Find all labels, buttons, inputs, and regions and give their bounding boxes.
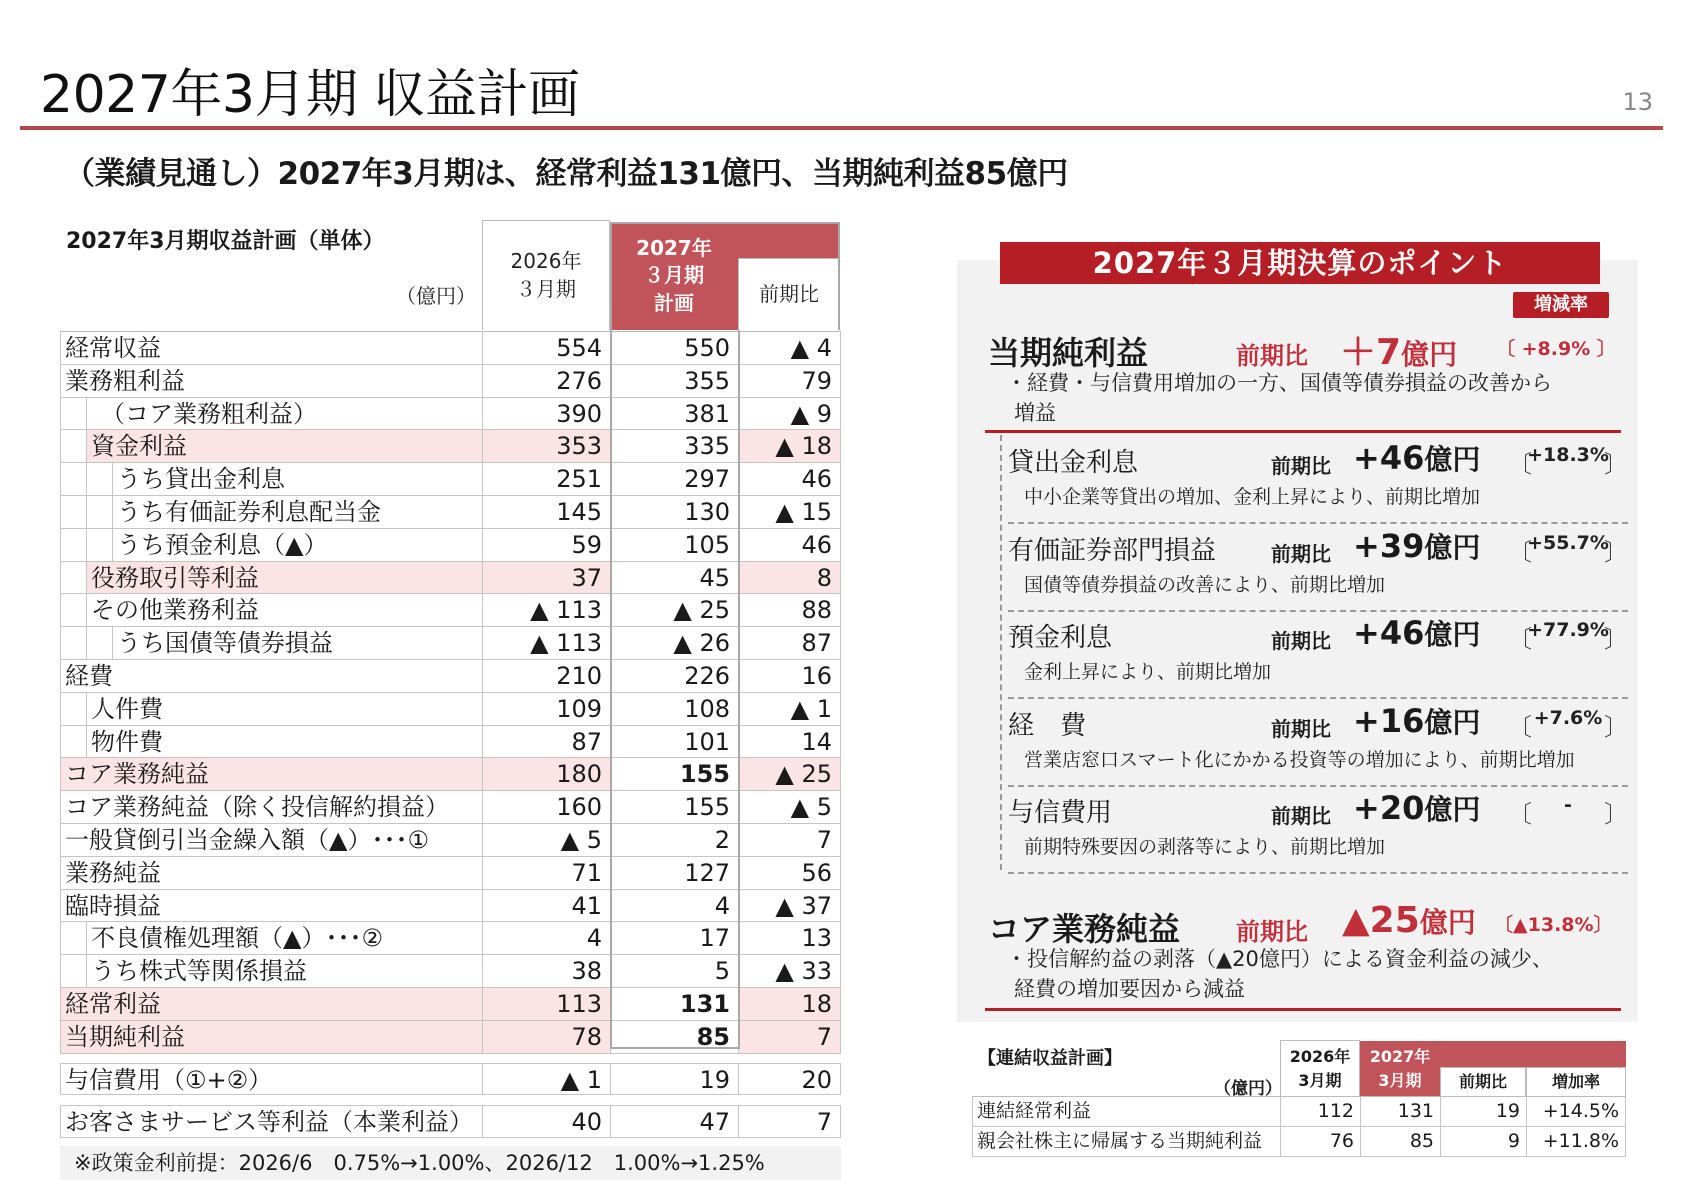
cell-plan: 335: [610, 430, 738, 462]
cell-diff: 79: [738, 365, 841, 397]
cell-plan: 226: [610, 660, 738, 692]
table-row: [60, 594, 841, 627]
bracket-open: 〔: [1508, 800, 1532, 828]
table-row: [60, 529, 841, 562]
indent-guide: [86, 693, 87, 725]
cell-prev: 109: [482, 693, 610, 725]
cell-diff: ▲ 25: [738, 758, 841, 790]
cell-prev: 390: [482, 398, 610, 430]
row-label-text: 経常収益: [65, 334, 161, 362]
cell-plan: 2: [610, 824, 738, 856]
consolidated-heading: 【連結収益計画】: [978, 1048, 1122, 1069]
net-income-desc: [1006, 368, 1552, 428]
page-number: 13: [1622, 88, 1653, 116]
table-row: [60, 791, 841, 824]
cell-prev: 76: [1280, 1127, 1360, 1156]
table-row: [60, 726, 841, 759]
page-subtitle: （業績見通し）2027年3月期は、経常利益131億円、当期純利益85億円: [64, 156, 1068, 192]
cell-prev: 78: [482, 1021, 610, 1053]
cell-prev: 180: [482, 758, 610, 790]
core-net-value: [1342, 900, 1476, 941]
row-label-text: 業務粗利益: [65, 366, 185, 395]
indent-guide: [86, 627, 87, 659]
point-item-desc: 金利上昇により、前期比増加: [1024, 661, 1272, 683]
cell-plan: 85: [1360, 1127, 1440, 1156]
cell-plan: 131: [610, 988, 738, 1020]
point-item-value: [1353, 701, 1480, 741]
row-label: [60, 693, 482, 725]
row-label: [60, 857, 482, 889]
row-label-text: 資金利益: [91, 432, 187, 461]
row-label-text: その他業務利益: [91, 596, 259, 625]
point-item-desc: 営業店窓口スマート化にかかる投資等の増加により、前期比増加: [1024, 749, 1575, 771]
table-row: [972, 1127, 1626, 1157]
indent-guide: [86, 430, 87, 462]
bracket-open: 〔: [1508, 713, 1532, 741]
rate-value: ▲13.8%: [1513, 914, 1594, 936]
cell-diff: 20: [738, 1064, 841, 1095]
row-label-text: （コア業務粗利益）: [101, 399, 317, 428]
table-row: [972, 1097, 1626, 1127]
row-label: [60, 988, 482, 1020]
cell-diff: 18: [738, 988, 841, 1020]
point-item-label: 有価証券部門損益: [1008, 536, 1217, 566]
cell-plan: 108: [610, 693, 738, 725]
core-net-label: コア業務純益: [988, 910, 1181, 948]
cell-prev: ▲ 113: [482, 627, 610, 659]
row-label-text: うち株式等関係損益: [91, 957, 307, 986]
point-item-prefix: 前期比: [1271, 542, 1331, 566]
row-label: [60, 890, 482, 922]
point-item: [1008, 611, 1628, 699]
row-label-text: コア業務純益: [65, 760, 209, 789]
point-item-label: 預金利息: [1008, 623, 1113, 653]
cell-prev: 112: [1280, 1097, 1360, 1126]
point-item-prefix: 前期比: [1271, 629, 1331, 653]
table-row: [60, 758, 841, 791]
value-number: ＋7: [1340, 332, 1402, 373]
cell-prev: ▲ 5: [482, 824, 610, 856]
cell-prev: 113: [482, 988, 610, 1020]
cell-diff: 87: [738, 627, 841, 659]
table-row: [60, 955, 841, 988]
plan-header-band: [738, 222, 840, 258]
net-income-rule: [985, 430, 1621, 433]
column-header-diff: 前期比: [738, 258, 840, 330]
value-unit: 億円: [1424, 531, 1481, 564]
row-label: [60, 922, 482, 954]
cell-plan: ▲ 26: [610, 627, 738, 659]
table-row: [60, 988, 841, 1021]
desc-line: ・経費・与信費用増加の一方、国債等債券損益の改善から: [1006, 371, 1552, 395]
rate-value: +7.6%: [1533, 707, 1603, 729]
bracket-close: 〕: [1604, 713, 1628, 741]
point-item-rate: [1508, 707, 1628, 741]
point-item-value: [1353, 526, 1480, 566]
cell-plan: 5: [610, 955, 738, 987]
value-number: +16: [1353, 702, 1425, 740]
cell-prev: 145: [482, 496, 610, 528]
indent-guide: [112, 463, 113, 495]
row-label: [60, 332, 482, 364]
row-label-text: お客さまサービス等利益（本業利益）: [65, 1108, 473, 1137]
point-item-prefix: 前期比: [1271, 717, 1331, 741]
cell-diff: 7: [738, 1106, 841, 1137]
row-label: [60, 594, 482, 626]
row-label: [60, 1106, 482, 1137]
row-label-text: 人件費: [91, 694, 163, 723]
cell-plan: 155: [610, 758, 738, 790]
consolidated-header-rate: 増加率: [1526, 1067, 1626, 1096]
indent-guide: [112, 627, 113, 659]
cell-prev: 71: [482, 857, 610, 889]
change-rate-badge: 増減率: [1513, 292, 1609, 318]
cell-diff: 7: [738, 1021, 841, 1053]
column-header-plan: [610, 222, 738, 330]
point-item-label: 与信費用: [1008, 798, 1113, 828]
consolidated-plan-band: [1440, 1041, 1626, 1067]
point-item-rate: [1508, 444, 1628, 478]
consolidated-header-prev: [1280, 1040, 1360, 1096]
desc-line: 経費の増加要因から減益: [1014, 977, 1245, 1001]
cell-diff: 9: [1440, 1127, 1526, 1156]
cell-plan: 47: [610, 1106, 738, 1137]
cell-plan: 550: [610, 332, 738, 364]
income-plan-table: [60, 331, 841, 1138]
column-header-prev-year: [482, 220, 610, 330]
bracket-close: 〕: [1604, 450, 1628, 478]
value-number: +39: [1353, 527, 1425, 565]
table-row: [60, 824, 841, 857]
row-label: [60, 1021, 482, 1053]
cell-prev: 87: [482, 726, 610, 758]
cell-plan: 19: [610, 1064, 738, 1095]
row-label-text: うち国債等債券損益: [117, 629, 333, 658]
value-unit: 億円: [1424, 443, 1481, 476]
cell-plan: 17: [610, 922, 738, 954]
net-income-prefix: 前期比: [1236, 342, 1308, 370]
point-item: [1008, 786, 1628, 874]
rate-value: -: [1564, 794, 1572, 816]
row-label: [60, 365, 482, 397]
table-row: [60, 496, 841, 529]
value-unit: 億円: [1424, 793, 1481, 826]
value-number: ▲25: [1342, 900, 1420, 941]
cell-prev: 353: [482, 430, 610, 462]
point-item-desc: 中小企業等貸出の増加、金利上昇により、前期比増加: [1024, 486, 1481, 508]
cell-plan: 45: [610, 562, 738, 594]
cell-diff: 19: [1440, 1097, 1526, 1126]
cell-prev: 160: [482, 791, 610, 823]
row-label: [60, 463, 482, 495]
table-row: [60, 365, 841, 398]
indent-guide: [86, 955, 87, 987]
title-divider: [20, 126, 1663, 130]
indent-guide: [86, 594, 87, 626]
cell-plan: 131: [1360, 1097, 1440, 1126]
bracket-open: 〔: [1508, 450, 1532, 478]
cell-diff: 88: [738, 594, 841, 626]
consolidated-table: [972, 1096, 1626, 1157]
point-item-label: 貸出金利息: [1008, 448, 1139, 478]
table-row: [60, 660, 841, 693]
net-income-label: 当期純利益: [988, 334, 1149, 372]
cell-diff: ▲ 18: [738, 430, 841, 462]
rate-value: +55.7%: [1527, 532, 1609, 554]
row-label-text: うち預金利息（▲）: [117, 530, 328, 559]
core-net-prefix: 前期比: [1236, 918, 1308, 946]
indent-guide: [112, 496, 113, 528]
point-item-value: [1353, 438, 1480, 478]
row-label: [60, 824, 482, 856]
row-label: [60, 660, 482, 692]
cell-plan: 101: [610, 726, 738, 758]
cell-diff: 14: [738, 726, 841, 758]
table-row: [60, 430, 841, 463]
consolidated-unit: （億円）: [1214, 1079, 1282, 1099]
net-income-rate: 〔 +8.9% 〕: [1496, 338, 1616, 360]
header-line: 2027年: [636, 235, 712, 260]
table-row: [60, 693, 841, 726]
cell-plan: ▲ 25: [610, 594, 738, 626]
row-label-text: 臨時損益: [65, 891, 161, 920]
table-row: [60, 1105, 841, 1138]
cell-diff: 46: [738, 463, 841, 495]
point-item: [1008, 524, 1628, 612]
table-row: [60, 398, 841, 431]
cell-diff: 7: [738, 824, 841, 856]
value-number: +46: [1353, 614, 1425, 652]
cell-plan: 85: [610, 1021, 738, 1053]
rate-value: +18.3%: [1527, 444, 1609, 466]
row-label: [60, 726, 482, 758]
header-line: ３月期: [516, 276, 576, 301]
cell-plan: 127: [610, 857, 738, 889]
bracket-close: 〕: [1604, 625, 1628, 653]
table-row: [60, 463, 841, 496]
row-label: 連結経常利益: [972, 1097, 1280, 1126]
indent-guide: [86, 922, 87, 954]
header-line: ３月期: [643, 263, 704, 288]
table-row: [60, 1021, 841, 1054]
cell-prev: 4: [482, 922, 610, 954]
cell-diff: ▲ 4: [738, 332, 841, 364]
header-line: 2026年: [1289, 1047, 1351, 1067]
point-item-prefix: 前期比: [1271, 804, 1331, 828]
cell-diff: 16: [738, 660, 841, 692]
bracket-close: 〕: [1604, 538, 1628, 566]
table-row: [60, 922, 841, 955]
header-line: 3月期: [1298, 1070, 1342, 1090]
point-item: [1008, 436, 1628, 524]
cell-diff: 8: [738, 562, 841, 594]
value-unit: 億円: [1424, 706, 1481, 739]
row-label-text: 当期純利益: [65, 1022, 185, 1051]
cell-diff: ▲ 1: [738, 693, 841, 725]
row-label: [60, 529, 482, 561]
cell-diff: ▲ 37: [738, 890, 841, 922]
cell-diff: ▲ 33: [738, 955, 841, 987]
indent-guide: [86, 529, 87, 561]
income-plan-heading: 2027年3月期収益計画（単体）: [66, 229, 385, 254]
value-number: +20: [1353, 789, 1425, 827]
consolidated-header-plan: [1360, 1041, 1440, 1096]
value-number: +46: [1353, 439, 1425, 477]
header-line: 2026年: [510, 248, 582, 273]
indent-guide: [86, 398, 87, 430]
value-unit: 億円: [1401, 338, 1458, 371]
cell-prev: 276: [482, 365, 610, 397]
row-label: [60, 758, 482, 790]
cell-prev: 210: [482, 660, 610, 692]
core-net-rate: 〔▲13.8%〕: [1494, 914, 1613, 936]
point-item-desc: 国債等債券損益の改善により、前期比増加: [1024, 574, 1386, 596]
cell-prev: 251: [482, 463, 610, 495]
row-label: [60, 430, 482, 462]
table-row: [60, 1063, 841, 1096]
indent-guide: [86, 562, 87, 594]
consolidated-header-diff: 前期比: [1440, 1067, 1526, 1096]
cell-plan: 381: [610, 398, 738, 430]
cell-diff: ▲ 9: [738, 398, 841, 430]
cell-diff: ▲ 5: [738, 791, 841, 823]
row-label-text: 経費: [65, 661, 113, 690]
value-unit: 億円: [1424, 618, 1481, 651]
cell-diff: 46: [738, 529, 841, 561]
point-item-desc: 前期特殊要因の剥落等により、前期比増加: [1024, 836, 1386, 858]
point-item-rate: [1508, 532, 1628, 566]
point-item-value: [1353, 788, 1480, 828]
cell-diff: 13: [738, 922, 841, 954]
row-label: [60, 955, 482, 987]
bracket-open: 〔: [1508, 538, 1532, 566]
row-label: [60, 627, 482, 659]
cell-rate: +11.8%: [1526, 1127, 1626, 1156]
table-row: [60, 332, 841, 365]
cell-plan: 297: [610, 463, 738, 495]
point-item-rate: [1508, 794, 1628, 828]
point-item-rate: [1508, 619, 1628, 653]
cell-plan: 155: [610, 791, 738, 823]
row-label: [60, 562, 482, 594]
bracket-open: 〔: [1508, 625, 1532, 653]
cell-prev: 37: [482, 562, 610, 594]
row-label-text: 一般貸倒引当金繰入額（▲）･･･①: [65, 825, 429, 854]
row-label-text: 物件費: [91, 727, 163, 756]
unit-label: （億円）: [396, 284, 476, 308]
header-line: 2027年: [1369, 1047, 1431, 1067]
sub-items-frame: [1000, 435, 1003, 870]
row-label-text: うち貸出金利息: [117, 465, 285, 494]
cell-prev: 41: [482, 890, 610, 922]
page-title: 2027年3月期 収益計画: [40, 65, 580, 125]
cell-diff: ▲ 15: [738, 496, 841, 528]
bracket-close: 〕: [1604, 800, 1628, 828]
core-net-rule: [985, 1008, 1621, 1011]
rate-value: +77.9%: [1527, 619, 1609, 641]
cell-prev: 40: [482, 1106, 610, 1137]
cell-prev: ▲ 113: [482, 594, 610, 626]
point-item-value: [1353, 613, 1480, 653]
cell-prev: 59: [482, 529, 610, 561]
point-item-prefix: 前期比: [1271, 454, 1331, 478]
row-label-text: 経常利益: [65, 989, 161, 1018]
cell-rate: +14.5%: [1526, 1097, 1626, 1126]
row-label: [60, 496, 482, 528]
cell-prev: 554: [482, 332, 610, 364]
cell-plan: 130: [610, 496, 738, 528]
points-title: 2027年３月期決算のポイント: [1000, 242, 1600, 284]
row-label-text: コア業務純益（除く投信解約損益）: [65, 793, 449, 822]
point-item-label: 経 費: [1008, 711, 1087, 741]
table-row: [60, 890, 841, 923]
row-label: [60, 1064, 482, 1095]
value-unit: 億円: [1419, 906, 1476, 939]
desc-line: 増益: [1014, 401, 1056, 425]
header-line: 計画: [653, 290, 694, 315]
row-label-text: 役務取引等利益: [91, 563, 259, 592]
cell-plan: 355: [610, 365, 738, 397]
policy-rate-note: ※政策金利前提：2026/6 0.75%→1.00%、2026/12 1.00%→1.25%: [60, 1146, 841, 1180]
row-label-text: 不良債権処理額（▲）･･･②: [91, 924, 383, 953]
row-label: [60, 791, 482, 823]
indent-guide: [86, 463, 87, 495]
indent-guide: [112, 529, 113, 561]
cell-prev: ▲ 1: [482, 1064, 610, 1095]
indent-guide: [86, 496, 87, 528]
cell-plan: 105: [610, 529, 738, 561]
row-label-text: 業務純益: [65, 858, 161, 887]
row-label-text: うち有価証券利息配当金: [117, 497, 381, 526]
row-label: [60, 398, 482, 430]
cell-diff: 56: [738, 857, 841, 889]
cell-plan: 4: [610, 890, 738, 922]
cell-prev: 38: [482, 955, 610, 987]
row-label: 親会社株主に帰属する当期純利益: [972, 1127, 1280, 1156]
table-row: [60, 627, 841, 660]
point-item: [1008, 699, 1628, 787]
header-line: 3月期: [1378, 1070, 1422, 1090]
table-row: [60, 857, 841, 890]
row-label-text: 与信費用（①+②）: [65, 1065, 273, 1094]
core-net-desc: [1006, 944, 1553, 1004]
indent-guide: [86, 726, 87, 758]
desc-line: ・投信解約益の剥落（▲20億円）による資金利益の減少、: [1006, 947, 1553, 971]
rate-value: +8.9%: [1521, 338, 1591, 360]
table-row: [60, 562, 841, 595]
